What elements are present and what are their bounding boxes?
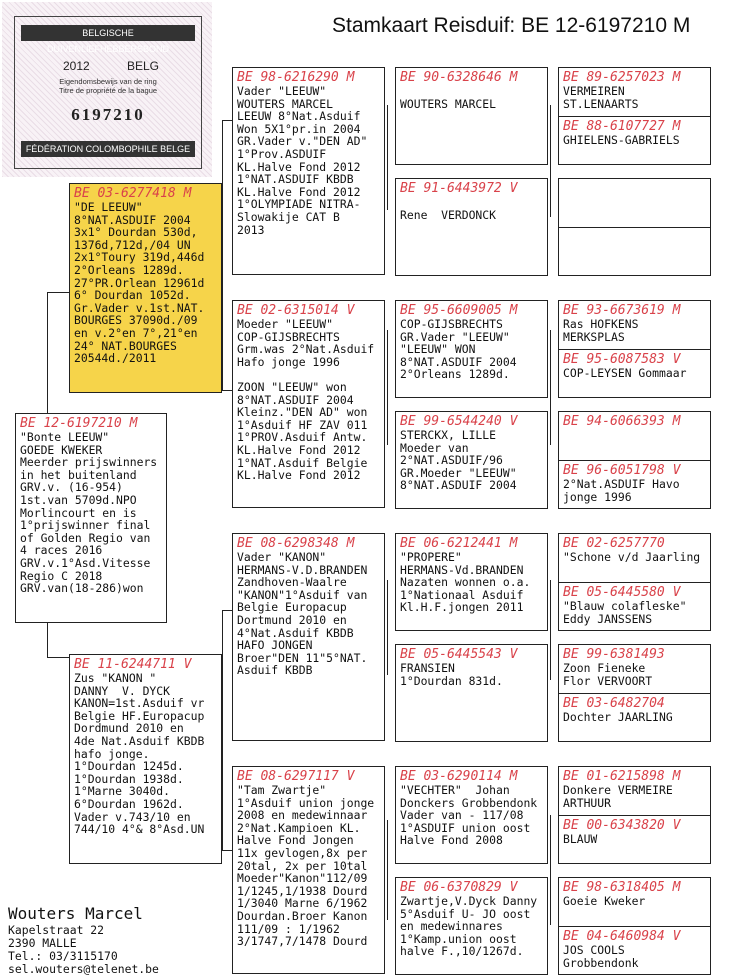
ggg-lower <box>559 349 710 382</box>
grandparent-card <box>232 67 385 275</box>
ring-number: BE 96-6051798 V <box>563 463 681 478</box>
ring-number: BE 99-6544240 V <box>400 414 518 429</box>
connector-line <box>387 105 388 210</box>
ggg-lower <box>559 815 710 848</box>
great-grandparent-card <box>395 644 548 742</box>
page-title: Stamkaart Reisduif: BE 12-6197210 M <box>332 14 691 37</box>
connector-line <box>47 292 69 293</box>
pedigree-notes: Donkere VERMEIRE ARTHUUR <box>563 783 673 810</box>
grandparent-card <box>232 533 385 741</box>
stamp-frame <box>14 16 202 169</box>
pedigree-notes: "VECHTER" Johan Donckers Grobbendonk Vader van - 117/08 1°ASDUIF union oost Halve Fond 2008 <box>400 783 538 848</box>
great-grandparent-card <box>395 67 548 165</box>
pedigree-notes: "Schone v/d Jaarling <box>563 550 701 564</box>
grandparent-card <box>232 766 385 974</box>
connector-line <box>47 657 69 658</box>
ring-number: BE 89-6257023 M <box>563 70 681 85</box>
grandparent-card <box>232 300 385 508</box>
owner-street: Kapelstraat 22 <box>8 923 105 937</box>
pedigree-notes: BLAUW <box>563 832 598 846</box>
pedigree-notes: Vader "KANON" HERMANS-V.D.BRANDEN Zandhoven-Waalre "KANON"1°Asduif van Belgie Europacup Dortmund 2010 en 4°Nat.Asduif KBDB HAFO JONGEN Broer"DEN 11"5°NAT. Asduif KBDB <box>237 550 368 678</box>
ring-number: BE 02-6315014 V <box>237 303 355 318</box>
connector-line <box>550 815 551 925</box>
ring-number: BE 02-6257770 <box>563 536 665 551</box>
pedigree-notes: WOUTERS MARCEL <box>400 96 497 111</box>
great-grandparent-card <box>395 178 548 276</box>
owner-email[interactable]: sel.wouters@telenet.be <box>8 962 159 976</box>
ring-number: BE 06-6370829 V <box>400 880 518 895</box>
pedigree-notes: Goeie Kweker <box>563 894 646 908</box>
mother-card <box>69 654 222 864</box>
ggg-pair-card <box>558 300 711 398</box>
pedigree-notes: Rene VERDONCK <box>400 207 497 222</box>
owner-city: 2390 MALLE <box>8 936 77 950</box>
ggg-pair-card <box>558 877 711 975</box>
ring-number: BE 05-6445543 V <box>400 647 518 662</box>
connector-line <box>222 610 223 850</box>
father-card <box>69 183 222 393</box>
pedigree-notes: FRANSIEN 1°Dourdan 831d. <box>400 661 503 688</box>
ring-number: BE 01-6215898 M <box>563 769 681 784</box>
pedigree-notes: Zus "KANON " DANNY V. DYCK KANON=1st.Asduif vr Belgie HF.Europacup Dordmund 2010 en 4de Nat.Asduif KBDB hafo jonge. 1°Dourdan 1245d. 1°Dourdan 1938d. 1°Marne 3040d. 6°Dourdan 1962d. Vader v.743/10 en 744/10 4°& 8°Asd.UN <box>74 671 205 837</box>
ring-number: BE 98-6216290 M <box>237 70 355 85</box>
great-grandparent-card <box>395 533 548 631</box>
ggg-lower <box>559 227 710 232</box>
ring-number: BE 03-6290114 M <box>400 769 518 784</box>
ggg-lower <box>559 693 710 726</box>
ggg-lower <box>559 460 710 505</box>
pedigree-notes: JOS COOLS Grobbendonk <box>563 943 639 970</box>
ring-number: BE 95-6087583 V <box>563 352 681 367</box>
ring-number: BE 11-6244711 V <box>74 657 192 672</box>
ring-number: BE 99-6381493 <box>563 647 665 662</box>
ring-number: BE 08-6298348 M <box>237 536 355 551</box>
ring-number: BE 12-6197210 M <box>20 416 138 431</box>
stamp-footer: FÉDÉRATION COLOMBOPHILE BELGE <box>21 141 195 157</box>
pedigree-notes: Zoon Fieneke Flor VERVOORT <box>563 661 653 688</box>
connector-line <box>387 820 388 920</box>
connector-line <box>222 120 223 390</box>
ggg-pair-card <box>558 411 711 509</box>
ggg-pair-card <box>558 67 711 165</box>
pedigree-notes: "Blauw colafleske" Eddy JANSSENS <box>563 599 687 626</box>
pedigree-notes: Ras HOFKENS MERKSPLAS <box>563 317 639 344</box>
owner-name: Wouters Marcel <box>8 904 143 923</box>
pedigree-notes: Moeder "LEEUW" COP-GIJSBRECHTS Grm.was 2°Nat.Asduif Hafo jonge 1996 ZOON "LEEUW" won 8°NAT.ASDUIF 2004 Kleinz."DEN AD" won 1°Asduif HF ZAV 011 1°PROV.Asduif Antw. KL.Halve Fond 2012 1°NAT.Asduif Belgie KL.Halve Fond 2012 <box>237 317 375 483</box>
ggg-pair-card <box>558 533 711 631</box>
connector-line <box>387 580 388 675</box>
stamp-line1: Eigendomsbewijs van de ring <box>59 77 157 86</box>
ggg-pair-card <box>558 644 711 742</box>
pedigree-notes: "Bonte LEEUW" GOEDE KWEKER Meerder prijswinners in het buitenland GRV.v. (16-954) 1st.van 5709d.NPO Morlincourt en is 1°prijswinner final of Golden Regio van 4 races 2016 GRV.v.1°Asd.Vitesse Regio C 2018 GRV.van(18-286)won <box>20 430 158 596</box>
pedigree-notes: Vader "LEEUW" WOUTERS MARCEL LEEUW 8°Nat.Asduif Won 5X1°pr.in 2004 GR.Vader v."DEN AD" 1°Prov.ASDUIF KL.Halve Fond 2012 1°NAT.ASDUIF KBDB KL.Halve Fond 2012 1°OLYMPIADE NITRA- Slowakije CAT B 2013 <box>237 84 368 237</box>
great-grandparent-card <box>395 411 548 509</box>
pedigree-notes: GHIELENS-GABRIELS <box>563 133 680 147</box>
ring-number: BE 94-6066393 M <box>563 414 681 429</box>
subject-card <box>15 413 167 623</box>
ring-number: BE 00-6343820 V <box>563 818 681 833</box>
pedigree-notes: COP-GIJSBRECHTS GR.Vader "LEEUW" "LEEUW" WON 8°NAT.ASDUIF 2004 2°Orleans 1289d. <box>400 317 517 382</box>
connector-line <box>222 120 232 121</box>
ggg-lower <box>559 582 710 627</box>
connector-line <box>550 105 551 217</box>
great-grandparent-card <box>395 300 548 398</box>
stamp-country: BELG <box>127 59 160 73</box>
stamp-year: 2012 <box>63 59 90 73</box>
stamp-ring-number: 6197210 <box>71 105 145 124</box>
stamp-header: BELGISCHE DUIVENLIEFHEBBERSBOND <box>21 25 195 41</box>
pedigree-notes: VERMEIREN ST.LENAARTS <box>563 84 639 111</box>
ring-number: BE 90-6328646 M <box>400 70 518 85</box>
ring-number: BE 04-6460984 V <box>563 929 681 944</box>
great-grandparent-card <box>395 877 548 975</box>
ggg-pair-card <box>558 178 711 276</box>
connector-line <box>222 850 232 851</box>
pedigree-notes: COP-LEYSEN Gommaar <box>563 366 687 380</box>
ggg-pair-card <box>558 766 711 864</box>
pedigree-notes: 2°Nat.ASDUIF Havo jonge 1996 <box>563 477 680 504</box>
ring-number: BE 98-6318405 M <box>563 880 681 895</box>
connector-line <box>550 580 551 680</box>
connector-line <box>222 390 232 391</box>
connector-line <box>47 292 48 414</box>
ggg-lower <box>559 926 710 971</box>
great-grandparent-card <box>395 766 548 864</box>
connector-line <box>387 330 388 445</box>
ring-number: BE 05-6445580 V <box>563 585 681 600</box>
connector-line <box>222 610 232 611</box>
pedigree-notes: "Tam Zwartje" 1°Asduif union jonge 2008 en medewinnaar 2°Nat.Kampioen KL. Halve Fond Jongen 11x gevlogen,8x per 20tal, 2x per 10tal Moeder"Kanon"112/09 1/1245,1/1938 Dourd 1/3040 Marne 6/1962 Dourdan.Broer Kanon 111/09 : 1/1962 3/1747,7/1478 Dourd <box>237 783 375 949</box>
pedigree-notes: "PROPERE" HERMANS-Vd.BRANDEN Nazaten wonnen o.a. 1°Nationaal Asduif Kl.H.F.jongen 2011 <box>400 550 531 615</box>
ring-number: BE 03-6482704 <box>563 696 665 711</box>
ring-certificate-stamp <box>2 2 212 177</box>
ring-number: BE 08-6297117 V <box>237 769 355 784</box>
ring-number: BE 91-6443972 V <box>400 181 518 196</box>
owner-phone: Tel.: 03/3115170 <box>8 949 118 963</box>
ring-number: BE 03-6277418 M <box>74 186 192 201</box>
pedigree-notes: Dochter JAARLING <box>563 710 673 724</box>
pedigree-notes: "DE LEEUW" 8°NAT.ASDUIF 2004 3x1° Dourdan 530d, 1376d,712d,/04 UN 2x1°Toury 319d,446d 2°Orleans 1289d. 27°PR.Orlean 12961d 6° Dourdan 1052d. Gr.Vader v.1st.NAT. BOURGES 37090d./09 en v.2°en 7°,21°en 24° NAT.BOURGES 20544d./2011 <box>74 200 205 366</box>
ring-number: BE 06-6212441 M <box>400 536 518 551</box>
stamp-line2: Titre de propriété de la bague <box>58 86 158 95</box>
ring-number: BE 93-6673619 M <box>563 303 681 318</box>
pedigree-notes: Zwartje,V.Dyck Danny 5°Asduif U- JO oost en medewinnares 1°Kamp.union oost halve F.,10/1267d. <box>400 894 538 959</box>
connector-line <box>550 330 551 445</box>
ring-number: BE 95-6609005 M <box>400 303 518 318</box>
pedigree-notes: STERCKX, LILLE Moeder van 2°NAT.ASDUIF/96 GR.Moeder "LEEUW" 8°NAT.ASDUIF 2004 <box>400 428 517 493</box>
ring-number: BE 88-6107727 M <box>563 119 681 134</box>
ggg-lower <box>559 116 710 149</box>
